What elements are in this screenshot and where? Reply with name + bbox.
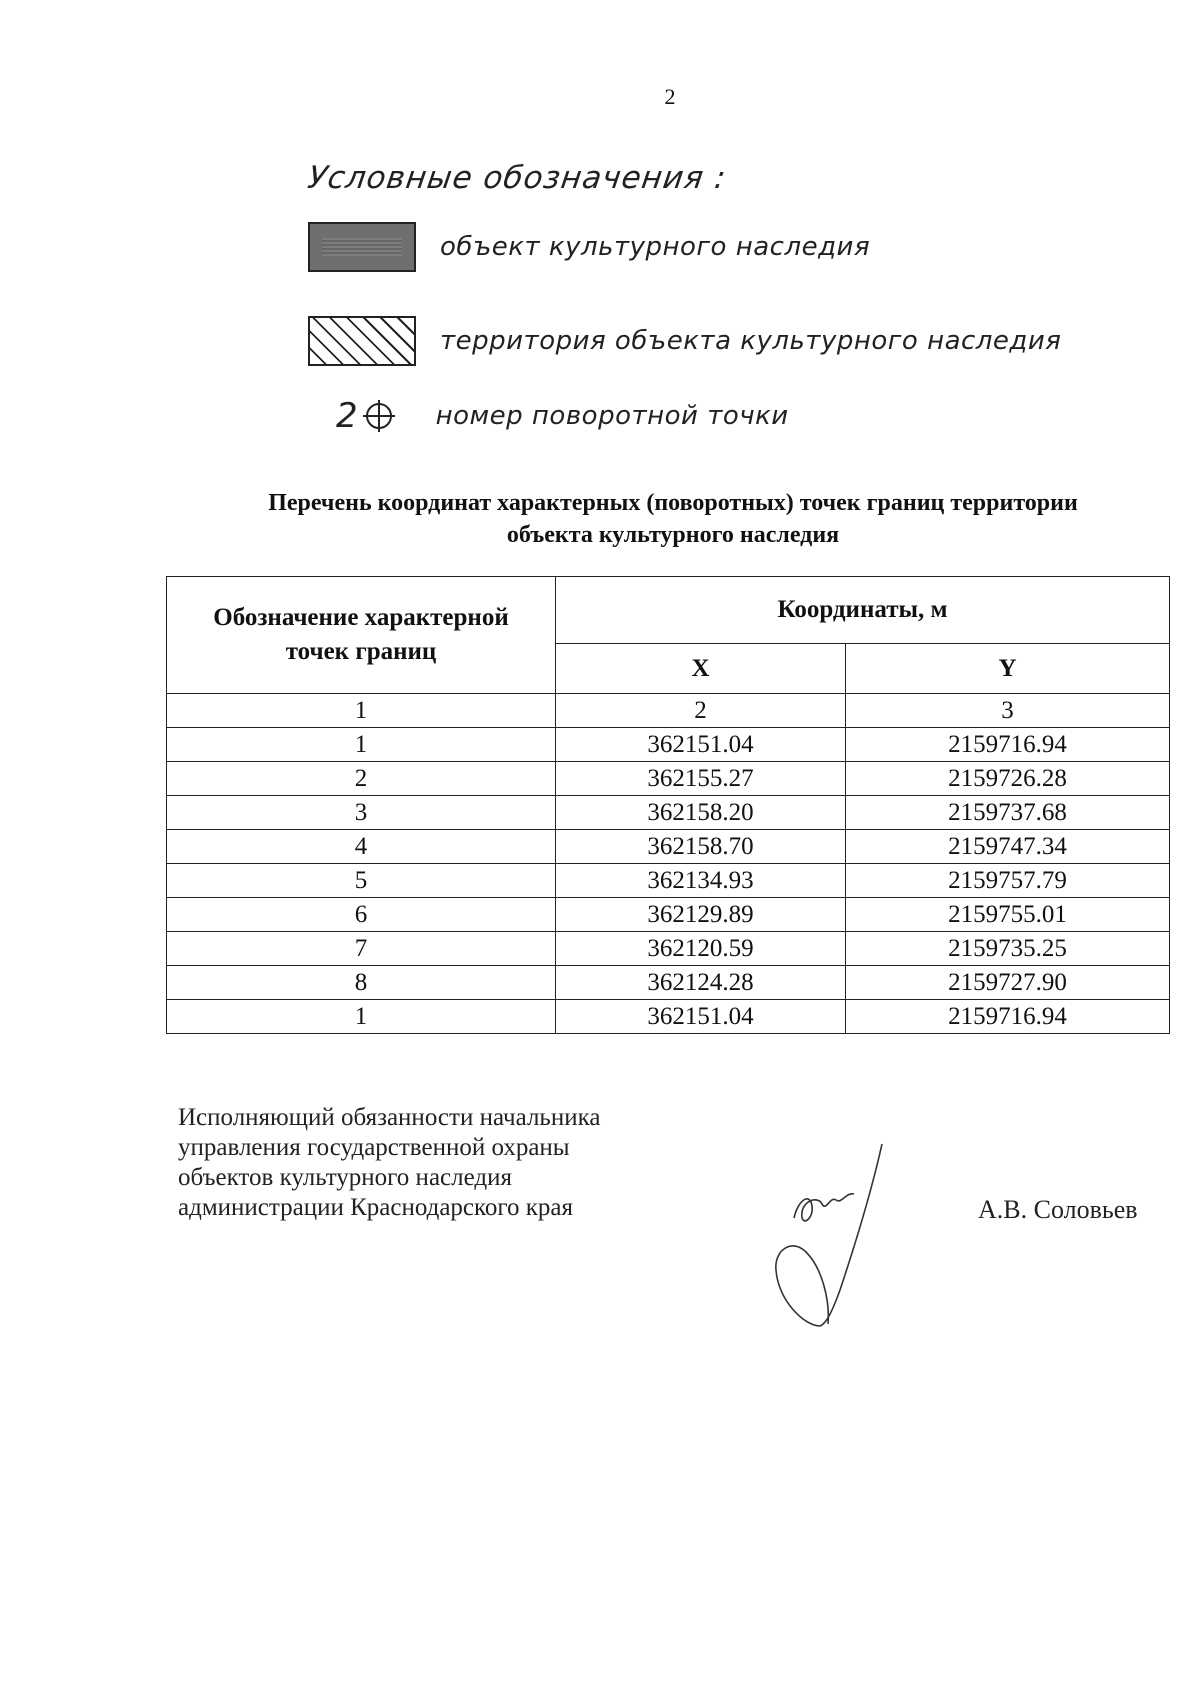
position-line: Исполняющий обязанности начальника [178, 1104, 601, 1131]
y-cell: 2159757.79 [846, 864, 1170, 898]
x-cell: 362120.59 [556, 932, 846, 966]
table-row [167, 864, 1170, 898]
x-cell: 362151.04 [556, 1000, 846, 1034]
legend-label: объект культурного наследия [440, 232, 871, 262]
table-title-line: объекта культурного наследия [506, 522, 840, 548]
table-row [167, 796, 1170, 830]
header-y: Y [846, 644, 1170, 694]
legend-item-point [336, 396, 789, 436]
table-row [167, 898, 1170, 932]
object-swatch [308, 222, 416, 272]
x-cell: 362124.28 [556, 966, 846, 1000]
x-cell: 362151.04 [556, 728, 846, 762]
point-cell: 3 [167, 796, 556, 830]
legend-label: территория объекта культурного наследия [440, 326, 1062, 356]
x-cell: 362158.20 [556, 796, 846, 830]
x-cell: 362158.70 [556, 830, 846, 864]
table-title [160, 487, 1186, 551]
coordinates-table [166, 576, 1170, 1034]
point-number-sample: 2 [336, 396, 358, 436]
position-line: администрации Краснодарского края [178, 1194, 574, 1221]
point-cell: 1 [167, 694, 556, 728]
table-row [167, 966, 1170, 1000]
legend-item-object [308, 222, 870, 272]
x-cell: 362134.93 [556, 864, 846, 898]
territory-swatch [308, 316, 416, 366]
y-cell: 2159747.34 [846, 830, 1170, 864]
legend-title: Условные обозначения : [305, 160, 729, 196]
table-row [167, 932, 1170, 966]
handwritten-signature [770, 1140, 900, 1330]
header-point-line: Обозначение характерной [213, 604, 509, 631]
y-cell: 2159716.94 [846, 728, 1170, 762]
x-cell: 362155.27 [556, 762, 846, 796]
y-cell: 2159716.94 [846, 1000, 1170, 1034]
point-cell: 2 [167, 762, 556, 796]
table-row [167, 694, 1170, 728]
point-cell: 1 [167, 1000, 556, 1034]
x-cell: 362129.89 [556, 898, 846, 932]
y-cell: 3 [846, 694, 1170, 728]
point-cell: 7 [167, 932, 556, 966]
signatory-position [178, 1103, 600, 1223]
y-cell: 2159735.25 [846, 932, 1170, 966]
y-cell: 2159755.01 [846, 898, 1170, 932]
header-x: X [556, 644, 846, 694]
y-cell: 2159737.68 [846, 796, 1170, 830]
point-cell: 5 [167, 864, 556, 898]
crosshair-circle-icon [362, 399, 396, 433]
header-coordinates: Координаты, м [556, 577, 1170, 644]
header-point-line: точек границ [285, 638, 437, 665]
table-row [167, 1000, 1170, 1034]
point-cell: 1 [167, 728, 556, 762]
y-cell: 2159727.90 [846, 966, 1170, 1000]
signer-name: А.В. Соловьев [978, 1195, 1138, 1224]
table-row [167, 830, 1170, 864]
point-cell: 4 [167, 830, 556, 864]
table-row [167, 728, 1170, 762]
y-cell: 2159726.28 [846, 762, 1170, 796]
point-cell: 8 [167, 966, 556, 1000]
x-cell: 2 [556, 694, 846, 728]
point-cell: 6 [167, 898, 556, 932]
legend-label: номер поворотной точки [435, 401, 789, 431]
position-line: объектов культурного наследия [178, 1164, 512, 1191]
page-number: 2 [664, 84, 676, 109]
position-line: управления государственной охраны [178, 1134, 570, 1161]
legend-item-territory [308, 316, 1061, 366]
table-row [167, 762, 1170, 796]
header-point [167, 577, 556, 694]
table-body [167, 694, 1170, 1034]
table-title-line: Перечень координат характерных (поворотных) точек границ территории [268, 490, 1078, 516]
